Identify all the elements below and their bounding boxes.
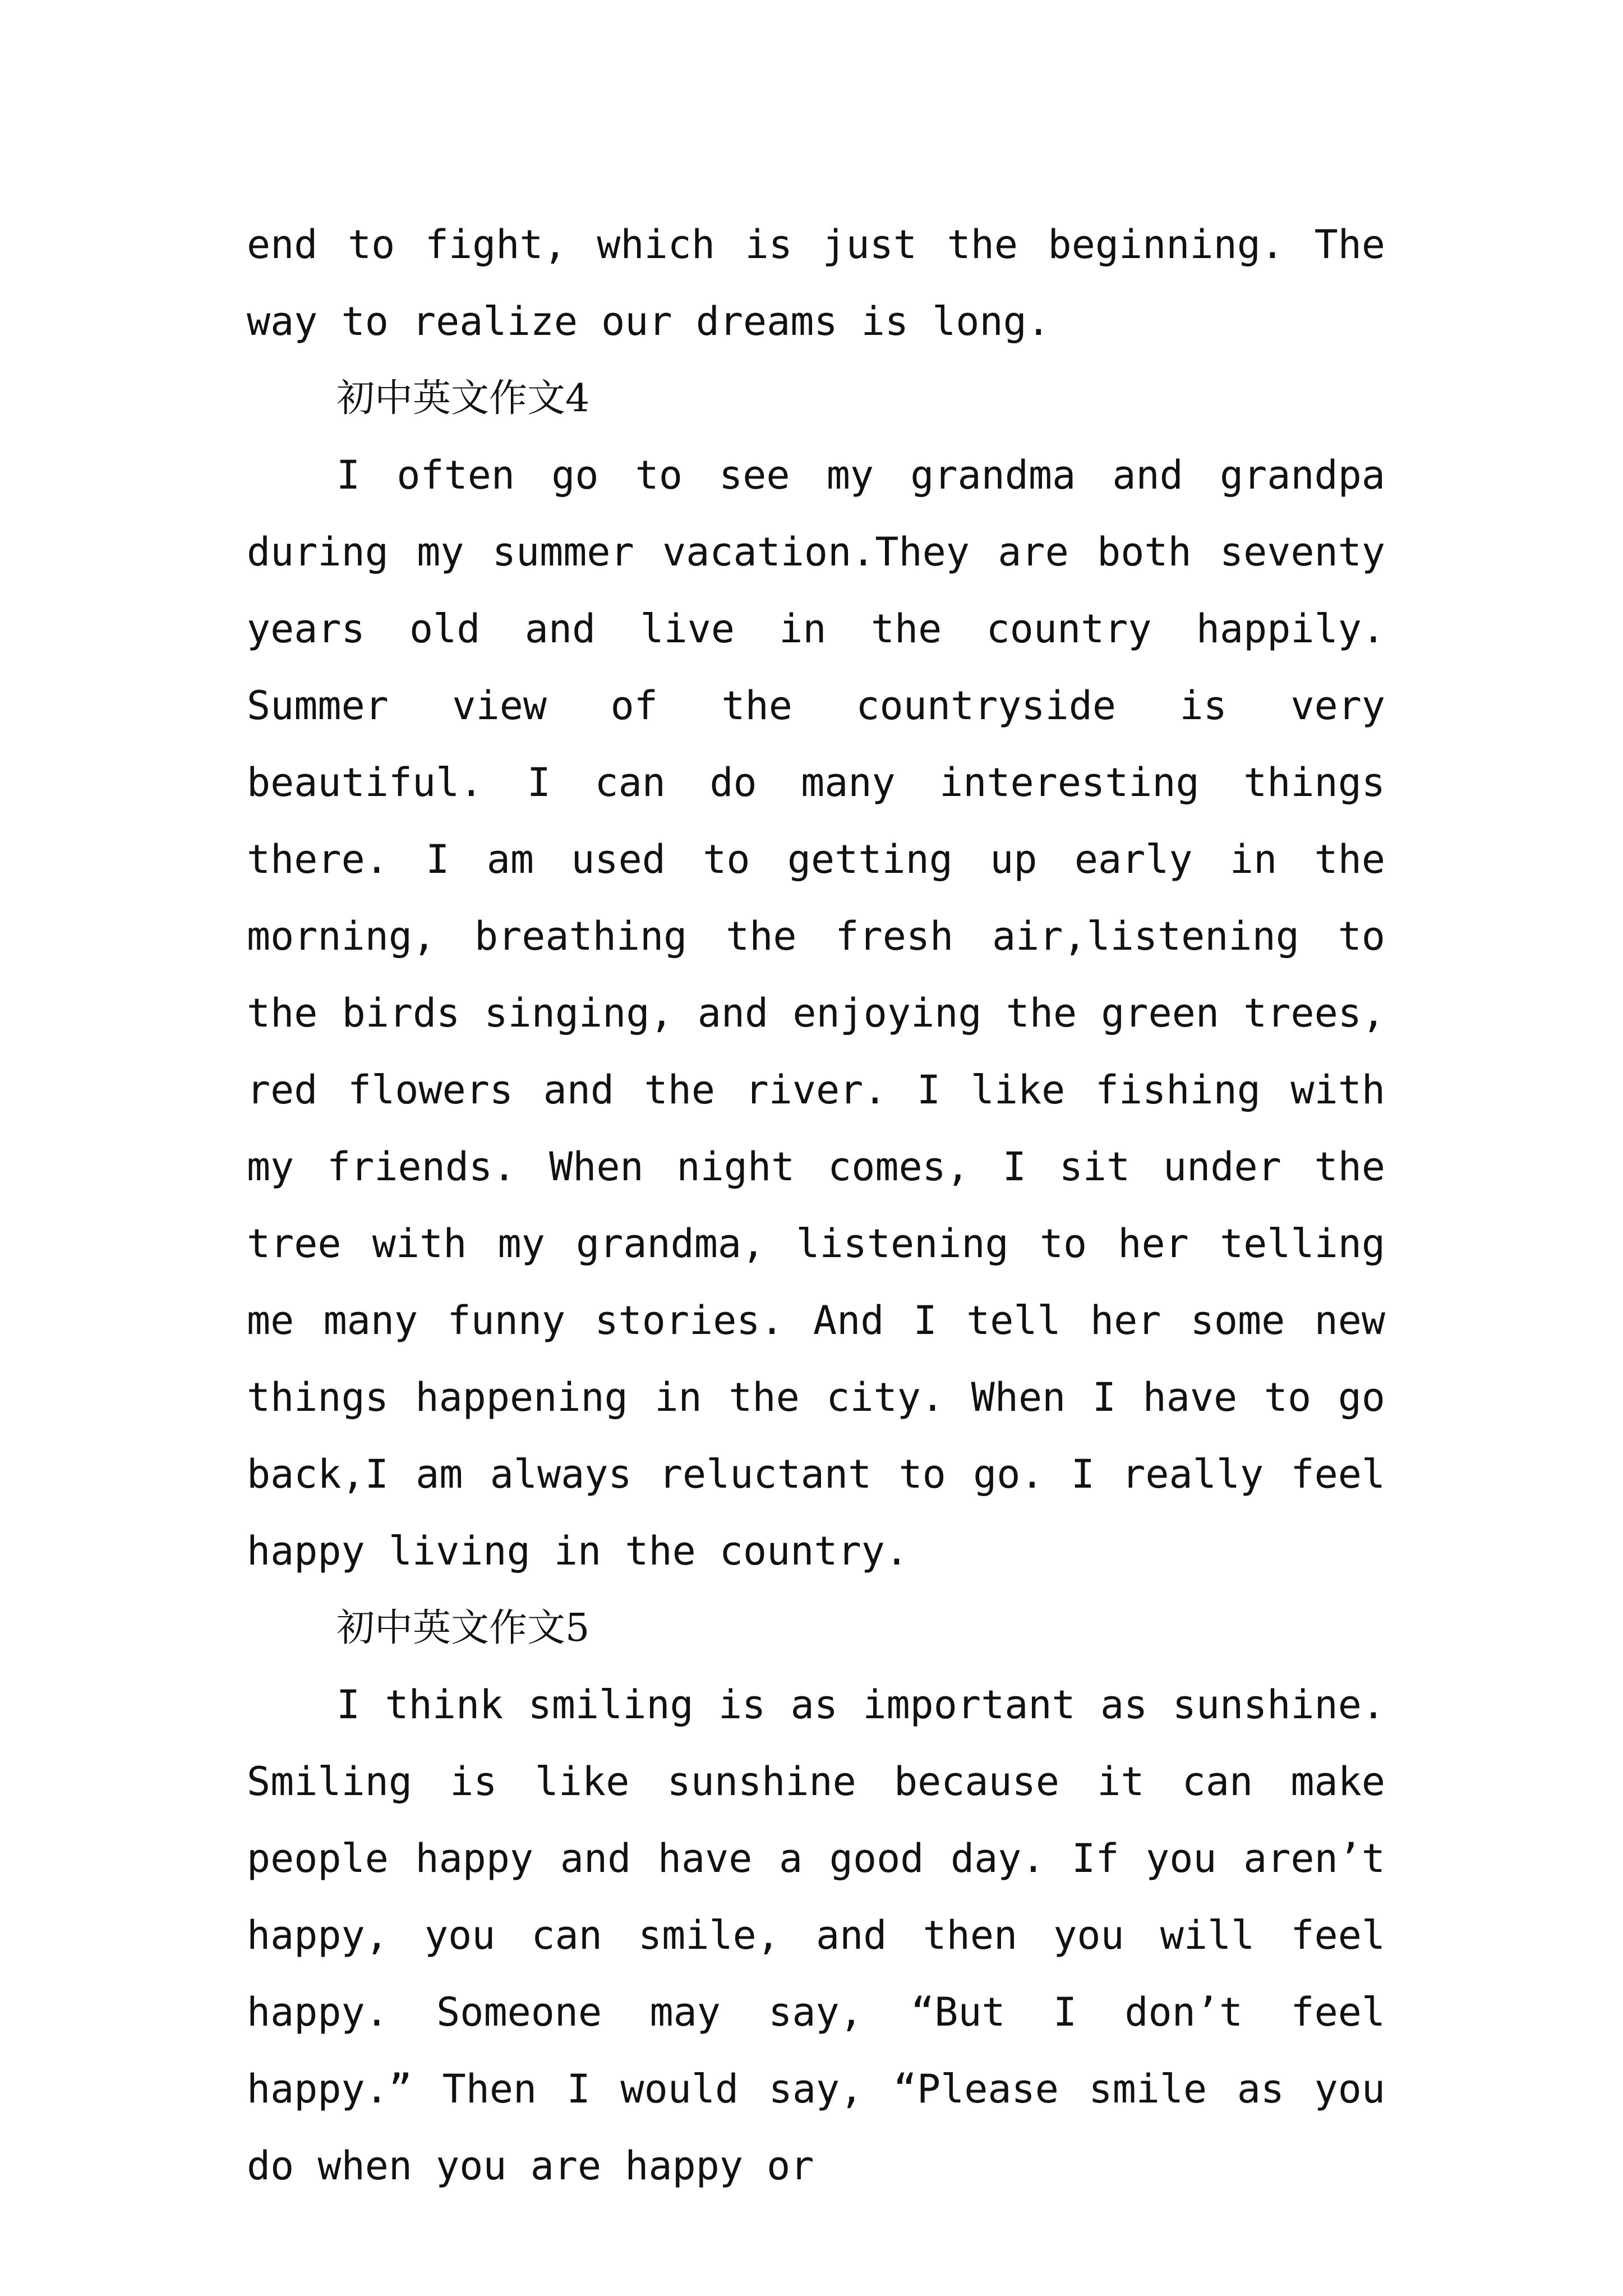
continued-paragraph: end to fight, which is just the beginning. The way to realize our dreams is long. xyxy=(247,222,1385,344)
document-body xyxy=(247,206,1385,2205)
section-heading-5: 初中英文作文5 xyxy=(336,1606,590,1650)
section-heading-4: 初中英文作文4 xyxy=(336,376,590,421)
section-paragraph-5: I think smiling is as important as sunshine. Smiling is like sunshine because it can make people happy and have a good day. If you aren’t happy, you can smile, and then you will feel happy. Someone may say, “But I don’t feel happy.” Then I would say, “Please smile as you do when you are happy or xyxy=(247,1682,1385,2189)
section-paragraph-4: I often go to see my grandma and grandpa during my summer vacation.They are both seventy years old and live in the country happily. Summer view of the countryside is very beautiful. I can do many interesting things there. I am used to getting up early in the morning, breathing the fresh air,listening to the birds singing, and enjoying the green trees, red flowers and the river. I like fishing with my friends. When night comes, I sit under the tree with my grandma, listening to her telling me many funny stories. And I tell her some new things happening in the city. When I have to go back,I am always reluctant to go. I really feel happy living in the country. xyxy=(247,452,1385,1574)
